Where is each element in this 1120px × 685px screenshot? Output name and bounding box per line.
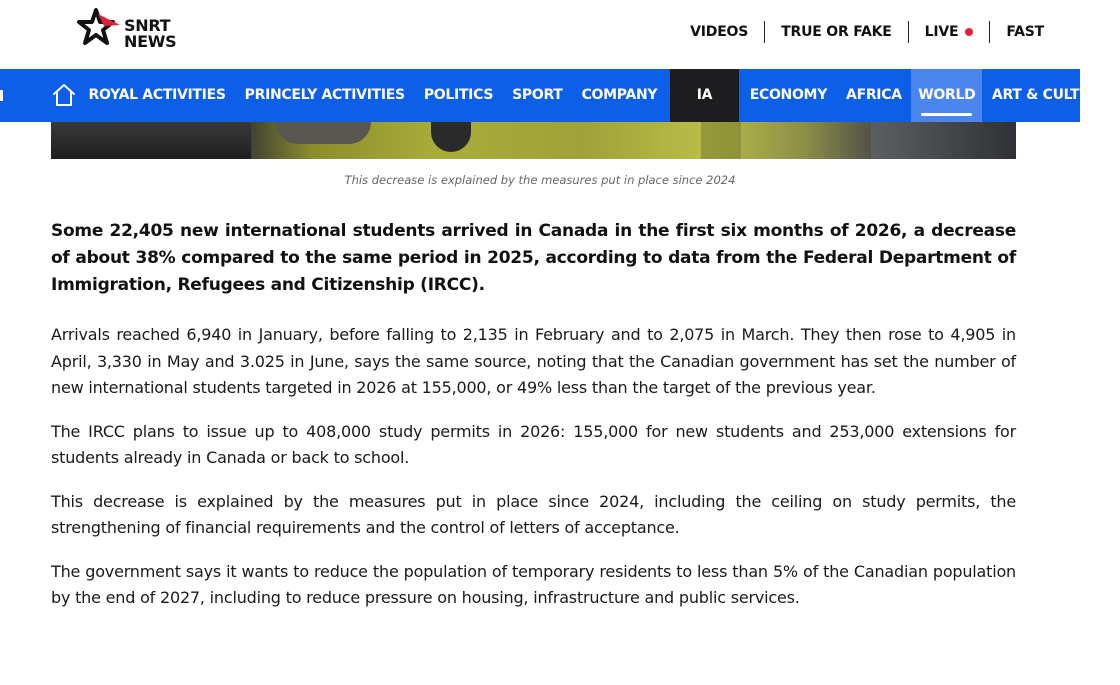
nav-edge-marker xyxy=(0,90,3,101)
nav-sport[interactable]: SPORT xyxy=(512,87,563,103)
live-label: LIVE xyxy=(924,24,959,40)
main-navigation xyxy=(0,69,1111,122)
nav-africa[interactable]: AFRICA xyxy=(846,87,902,103)
article-paragraph: The government says it wants to reduce the population of temporary residents to less than 5% of the Canadian population by the end of 2027, including to reduce pressure on housing, infrastructure and public services. xyxy=(51,561,1016,607)
top-links xyxy=(674,20,1060,44)
logo-text xyxy=(124,18,176,50)
nav-politics[interactable]: POLITICS xyxy=(423,87,494,103)
article-lead: Some 22,405 new international students arrived in Canada in the first six months of 2026, a decrease of about 38% compared to the same period in 2025, according to data from the Federal Department of Immigration, Refugees and Citizenship (IRCC). xyxy=(51,221,1016,295)
true-or-fake-link[interactable]: TRUE OR FAKE xyxy=(781,24,892,40)
image-caption: This decrease is explained by the measures put in place since 2024 xyxy=(344,173,736,187)
top-header xyxy=(0,0,1080,69)
live-link[interactable] xyxy=(909,20,990,44)
nav-royal-activities[interactable]: ROYAL ACTIVITIES xyxy=(88,87,226,103)
site-logo[interactable] xyxy=(76,8,186,56)
nav-princely-activities[interactable]: PRINCELY ACTIVITIES xyxy=(244,87,405,103)
nav-items xyxy=(79,69,1120,122)
live-dot-icon xyxy=(965,28,973,36)
nav-art-culture[interactable]: ART & CULTURE xyxy=(991,87,1111,103)
fast-link[interactable]: FAST xyxy=(1006,24,1044,40)
star-logo-icon xyxy=(76,8,126,54)
logo-line-2: NEWS xyxy=(124,32,177,51)
logo-line-1: SNRT xyxy=(124,16,171,35)
article-image xyxy=(51,122,1016,159)
article-paragraph: Arrivals reached 6,940 in January, before falling to 2,135 in February and to 2,075 in March. They then rose to 4,905 in April, 3,330 in May and 3.025 in June, says the same source, noting that the Canadian government has set the number of new international students targeted in 2026 at 155,000, or 49% less than the target of the previous year. xyxy=(51,325,1016,397)
nav-world[interactable]: WORLD xyxy=(911,69,982,122)
article-paragraph: This decrease is explained by the measures put in place since 2024, including the ceiling on study permits, the strengthening of financial requirements and the control of letters of acceptance. xyxy=(51,491,1016,537)
nav-company[interactable]: COMPANY xyxy=(581,87,658,103)
article-body xyxy=(51,218,1016,629)
nav-economy[interactable]: ECONOMY xyxy=(749,87,828,103)
article-paragraph: The IRCC plans to issue up to 408,000 study permits in 2026: 155,000 for new students and 253,000 extensions for students already in Canada or back to school. xyxy=(51,421,1016,467)
home-icon[interactable] xyxy=(51,82,77,108)
videos-link[interactable]: VIDEOS xyxy=(690,24,749,40)
nav-ia[interactable]: IA xyxy=(670,69,739,122)
